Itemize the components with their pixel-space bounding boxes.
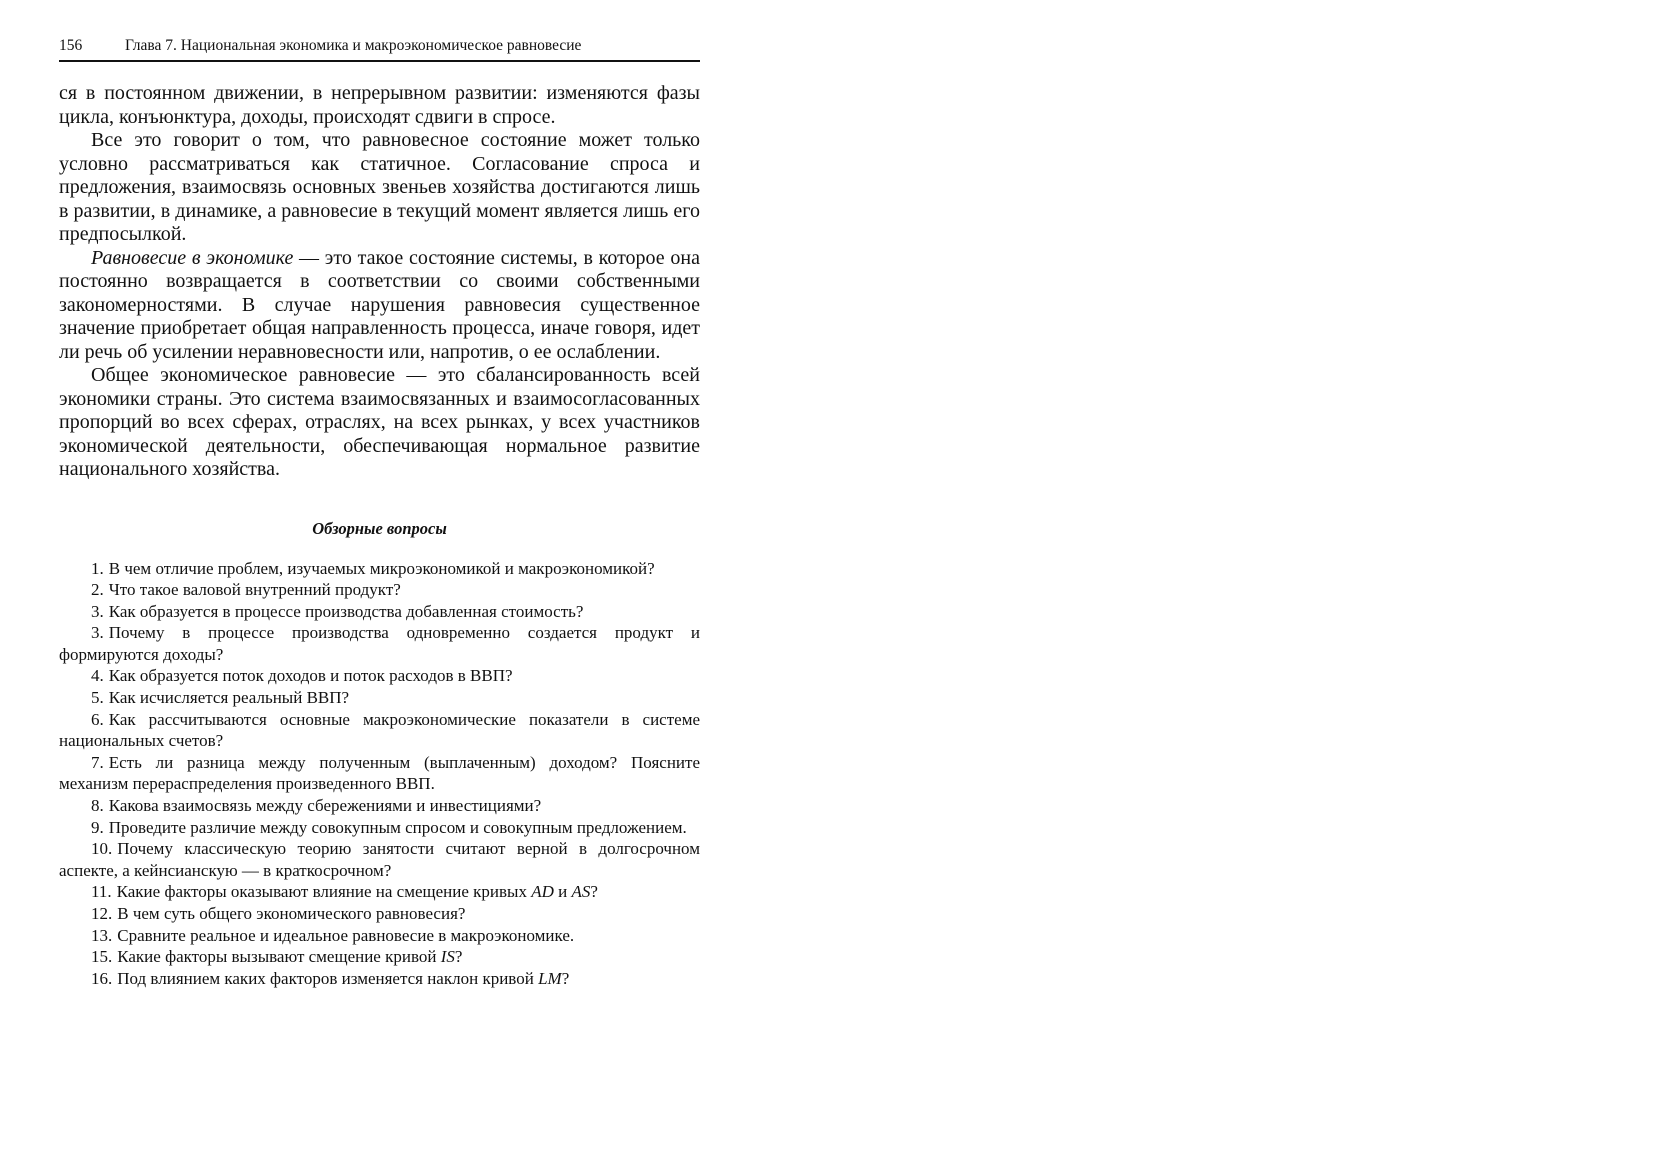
question-text-conjunction: и <box>553 882 572 902</box>
curve-label-lm: LM <box>538 968 562 988</box>
question-text: Почему классическую теорию занятости считают верной в долгосрочном аспекте, а кейнсианскую — в краткосрочном? <box>59 839 700 880</box>
question-number: 16. <box>91 968 113 988</box>
question-number: 11. <box>91 882 112 902</box>
question-item <box>59 838 700 881</box>
question-text: Как образуется поток доходов и поток расходов в ВВП? <box>108 666 513 686</box>
question-mark: ? <box>590 882 598 902</box>
question-item <box>59 968 700 990</box>
question-text: Как рассчитываются основные макроэкономические показатели в системе национальных счетов? <box>59 709 700 751</box>
question-item <box>59 687 700 709</box>
question-text: Есть ли разница между полученным (выплаченным) доходом? Поясните механизм перераспределения произведенного ВВП. <box>59 752 700 794</box>
question-item <box>59 601 700 623</box>
question-number: 15. <box>91 947 113 967</box>
paragraph-equilibrium-definition <box>59 247 700 365</box>
question-text: Как исчисляется реальный ВВП? <box>108 688 350 708</box>
question-number: 2. <box>91 580 104 600</box>
chapter-title: Глава 7. Национальная экономика и макроэкономическое равновесие <box>125 37 582 54</box>
question-item <box>59 946 700 968</box>
curve-label-as: AS <box>571 882 591 902</box>
question-item <box>59 925 700 947</box>
question-number: 3. <box>91 601 104 621</box>
question-item <box>59 881 700 903</box>
question-item <box>59 558 700 580</box>
question-mark: ? <box>454 947 463 967</box>
question-text: Проведите различие между совокупным спросом и совокупным предложением. <box>108 817 687 837</box>
question-number: 4. <box>91 666 104 686</box>
question-number: 13. <box>91 925 113 945</box>
page-number: 156 <box>59 37 83 54</box>
question-number: 8. <box>91 796 104 816</box>
question-item <box>59 817 700 839</box>
question-text: Какие факторы вызывают смещение кривой <box>117 947 441 967</box>
question-item <box>59 579 700 601</box>
question-number: 9. <box>91 817 104 837</box>
book-page <box>59 36 700 989</box>
question-text: Какова взаимосвязь между сбережениями и инвестициями? <box>108 796 542 816</box>
question-mark: ? <box>561 968 570 988</box>
paragraph-equilibrium-static: Все это говорит о том, что равновесное состояние может только условно рассматриваться как статичное. Согласование спроса и предложения, взаимосвязь основных звеньев хозяйства достигаются лишь в развитии, в динамике, а равновесие в текущий момент является лишь его предпосылкой. <box>59 129 700 245</box>
question-item <box>59 665 700 687</box>
question-text: Почему в процессе производства одновременно создается продукт и формируются доходы? <box>59 623 700 664</box>
question-text: В чем суть общего экономического равновесия? <box>117 904 466 923</box>
question-text: Под влиянием каких факторов изменяется наклон кривой <box>117 968 539 988</box>
question-text: Какие факторы оказывают влияние на смещение кривых <box>116 882 532 902</box>
term-equilibrium: Равновесие в экономике <box>91 246 294 269</box>
question-text: Что такое валовой внутренний продукт? <box>108 580 401 600</box>
question-number: 3. <box>91 623 104 643</box>
question-number: 7. <box>91 752 104 772</box>
question-number: 12. <box>91 904 113 923</box>
definition-text: — это такое состояние системы, в которое она постоянно возвращается в соответствии со своими собственными закономерностями. В случае нарушения равновесия существенное значение приобретает общая направленность процесса, иначе говоря, идет ли речь об усилении неравновесности или, напротив, о ее ослаблении. <box>59 246 700 363</box>
running-header <box>59 36 700 62</box>
paragraph-general-equilibrium: Общее экономическое равновесие — это сбалансированность всей экономики страны. Это система взаимосвязанных и взаимосогласованных пропорций во всех сферах, отраслях, на всех рынках, у всех участников экономической деятельности, обеспечивающая нормальное развитие национального хозяйства. <box>59 364 700 480</box>
question-number: 1. <box>91 558 104 578</box>
question-item <box>59 709 700 752</box>
review-questions-title: Обзорные вопросы <box>312 518 447 538</box>
question-text: Сравните реальное и идеальное равновесие в макроэкономике. <box>117 925 575 945</box>
review-questions-list <box>59 558 700 990</box>
paragraph-continuation: ся в постоянном движении, в непрерывном развитии: изменяются фазы цикла, конъюнктура, доходы, происходят сдвиги в спросе. <box>59 82 700 128</box>
curve-label-is: IS <box>440 947 455 967</box>
question-text: Как образуется в процессе производства добавленная стоимость? <box>108 601 584 621</box>
body-text <box>59 82 700 482</box>
question-item <box>59 795 700 817</box>
question-number: 6. <box>91 709 104 729</box>
question-text: В чем отличие проблем, изучаемых микроэкономикой и макроэкономикой? <box>108 558 655 578</box>
question-item <box>59 903 700 925</box>
question-item <box>59 622 700 665</box>
curve-label-ad: AD <box>531 882 554 902</box>
question-item <box>59 752 700 795</box>
question-number: 10. <box>91 839 113 859</box>
question-number: 5. <box>91 688 104 708</box>
